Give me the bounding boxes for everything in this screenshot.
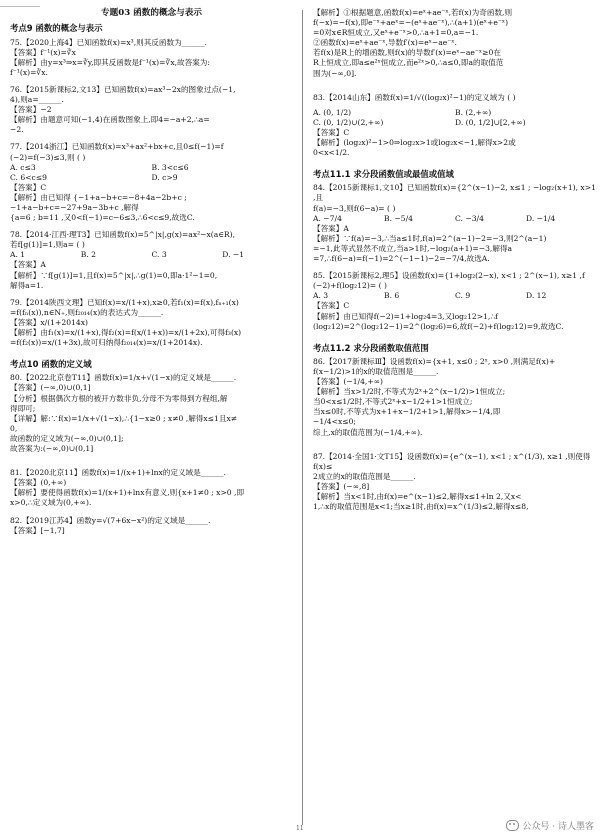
solution-line: 【解析】①根据题意,函数f(x)=eˣ+ae⁻ˣ,若f(x)为奇函数,则 [313,8,513,17]
problem-82 [10,516,293,536]
problem-76 [10,85,293,135]
solution-line: =−1,此等式显然不成立,当a>1时,−log₂(a+1)=−3,解得a [313,243,513,253]
problem-text: 76.【2015新课标2,文13】已知函数f(x)=ax³−2x的图象过点(−1, [10,84,236,94]
option-d: D. −1/4 [526,213,556,223]
solution-line: 【解析】要使得函数f(x)=1/(x+1)+lnx有意义,则{x+1≠0 ; x>0 ,即 [10,488,245,498]
problem-text: (−2)=f(−3)≤3,则 ( ) [10,152,86,162]
problem-text: 84.【2015新课标1,文10】已知函数f(x)={2^(x−1)−2, x≤1 ; −log₂(x+1), x>1 ,且 [313,183,596,203]
solution-line: 【解析】由y=x³⇒x=∛y,即其反函数是f⁻¹(x)=∛x,故答案为: [10,57,210,67]
problem-text: 4),则a=______. [10,95,64,105]
problem-text: 75.【2020上海4】已知函数f(x)=x³,则其反函数为______. [10,37,207,47]
answer-line: 【答案】A [10,260,46,270]
solution-line: =7,∴f(6−a)=f(−1)=2^(−1−1)−2=−7/4,故选A. [313,254,490,264]
problem-83 [313,93,597,159]
solution-line: −2. [10,125,24,135]
section-heading-11-1: 考点11.1 求分段函数值或最值或值域 [313,169,454,180]
solution-line: 【解析】当x<1时,由f(x)=e^(x−1)≤2,解得x≤1+ln 2,又x< [313,492,522,501]
answer-line: 【答案】(−1/4,+∞) [313,377,383,387]
solution-line: 故函数的定义域为(−∞,0)∪(0,1]; [10,433,124,443]
page-number: 11 [296,825,304,832]
section-heading-9: 考点9 函数的概念与表示 [10,23,103,34]
answer-line: 【答案】A [313,223,349,233]
answer-line: 【答案】x/(1+2014x) [10,317,88,327]
problem-80 [10,373,293,454]
solution-line: 0<x<1/2. [313,148,350,158]
problem-84 [313,183,597,264]
option-a: A. c≤3 [10,162,36,172]
watermark [503,818,597,833]
answer-line: 【答案】C [313,301,350,311]
option-b: B. 3<c≤6 [151,162,189,172]
option-a: A. −7/4 [313,213,342,223]
option-b: B. −5/4 [384,213,413,223]
problem-text: 85.【2015新课标2,理5】设函数f(x)={1+log₂(2−x), x<1 ; 2^(x−1), x≥1 ,f [313,271,585,281]
problem-text: 86.【2017新课标Ⅲ】设函数f(x)={x+1, x≤0 ; 2ˣ, x>0 ,则满足f(x)+ [313,356,556,366]
solution-line: {a=6 ; b=11 ,又0<f(−1)=c−6≤3,∴6<c≤9,故选C. [10,213,195,223]
section-heading-10: 考点10 函数的定义域 [10,359,92,370]
section-heading-11-2: 考点11.2 求分段函数取值范围 [313,342,429,353]
problem-87 [313,452,597,513]
options [313,108,597,128]
solution-line: 当0<x≤1/2时,不等式2ˣ+x−1/2+1>1恒成立; [313,397,473,407]
solution-line: 【解析】(log₂x)²−1>0⇒log₂x>1或log₂x<−1,解得x>2或 [313,138,516,148]
solution-line: R上恒成立,即a≤e²ˣ恒成立,而e²ˣ>0,∴a≤0,即a的取值范 [313,58,504,68]
solution-line: 若f(x)是R上的增函数,则f(x)的导数f′(x)=eˣ−ae⁻ˣ≥0在 [313,48,501,58]
top-rule [0,0,40,7]
analysis-line: 得即可; [10,403,36,413]
options [10,250,293,260]
problem-85 [313,271,597,332]
problem-82-continued [313,8,597,79]
problem-text: =f(fₙ(x)),n∈N₊,则f₂₀₁₄(x)的表达式为______. [10,307,164,317]
option-d: D. 12 [526,291,547,301]
problem-text: 79.【2014陕西文理】已知f(x)=x/(1+x),x≥0,若f₁(x)=f(x),fₙ₊₁(x) [10,297,239,307]
solution-line: x>0,∴定义域为(0,+∞). [10,498,92,508]
option-a: A. 3 [313,291,329,301]
page-title: 专题03 函数的概念与表示 [101,8,202,18]
solution-line: 0, [10,423,18,433]
solution-line: 【解析】当x>1/2时,不等式为2ˣ+2^(x−1/2)>1恒成立; [313,387,506,397]
solution-line: 当x≤0时,不等式为x+1+x−1/2+1>1,解得x>−1/4,即 [313,407,501,417]
answer-line: 【答案】C [313,127,350,137]
options [313,291,597,301]
analysis-line: 【分析】根据偶次方根的被开方数非负,分母不为零得到方程组,解 [10,393,228,403]
solution-line: 综上,x的取值范围为(−1/4,+∞). [313,427,423,437]
problem-86 [313,357,597,438]
option-c: C. −3/4 [455,213,484,223]
option-d: D. (0, 1/2]∪[2,+∞) [455,117,526,127]
solution-line: 【解析】由题意可知(−1,4)在函数图象上,即4=−a+2,∴a= [10,115,210,125]
watermark-text: 公众号 · 诗人墨客 [522,822,594,832]
solution-line: f⁻¹(x)=∛x. [10,67,48,77]
problem-text: (−2)+f(log₂12)= ( ) [313,281,387,291]
answer-line: 【答案】[−1,7] [10,525,65,535]
answer-line: 【答案】−2 [10,105,52,115]
wechat-icon [506,820,519,831]
left-column [10,8,293,538]
solution-line: 【详解】解:∵f(x)=1/x+√(1−x),∴{1−x≥0 ; x≠0 ,解得x≤1且x≠ [10,413,238,423]
option-d: D. −1 [222,250,245,260]
solution-line: 【解析】∵f[g(1)]=1,且f(x)=5^|x|,∴g(1)=0,即a·1²−1=0, [10,270,218,280]
problem-text: 83.【2014山东】函数f(x)=1/√((log₂x)²−1)的定义域为 ( ) [313,92,516,102]
options [10,163,293,183]
problem-text: 80.【2022北京卷T11】函数f(x)=1/x+√(1−x)的定义域是______. [10,373,237,383]
problem-text: 2成立的x的取值范围是______. [313,471,416,481]
problem-77 [10,142,293,223]
answer-line: 【答案】(−∞,0)∪(0,1] [10,383,91,393]
option-b: B. 2 [80,250,96,260]
problem-79 [10,298,293,348]
problem-75 [10,38,293,78]
solution-line: ②函数f(x)=eˣ+ae⁻ˣ,导数f′(x)=eˣ−ae⁻ˣ. [313,38,457,48]
option-c: C. 3 [151,250,167,260]
answer-line: 【答案】C [10,182,47,192]
problem-78 [10,230,293,291]
option-c: C. (0, 1/2)∪(2,+∞) [313,117,384,127]
solution-line: −1/4<x≤0; [313,417,356,427]
option-c: C. 6<c≤9 [10,172,48,182]
problem-text: 若f[g(1)]=1,则a= ( ) [10,240,85,250]
option-d: D. c>9 [151,172,178,182]
answer-line: 【答案】(−∞,8] [313,481,370,491]
right-column [313,8,597,514]
problem-81 [10,468,293,508]
option-b: B. 6 [384,291,400,301]
option-a: A. 1 [10,250,26,260]
solution-line: (log₂12)=2^(log₂12−1)=2^(log₂6)=6,故f(−2)+f(log₂12)=9,故选C. [313,321,564,331]
option-b: B. (2,+∞) [455,107,492,117]
problem-text: 82.【2019江苏4】函数y=√(7+6x−x²)的定义域是______. [10,515,211,525]
solution-line: 解得a=1. [10,280,44,290]
option-c: C. 9 [455,291,471,301]
options [313,214,597,224]
solution-line: 围为(−∞,0]. [313,68,357,78]
problem-text: 77.【2014浙江】已知函数f(x)=x³+ax²+bx+c,且0≤f(−1)=f [10,142,224,152]
solution-line: =f(f₂(x))=x/(1+3x),故可归纳得f₂₀₁₄(x)=x/(1+2014x). [10,338,203,348]
column-divider [302,10,303,825]
solution-line: 【解析】由已知得f(−2)=1+log₂4=3,又log₂12>1,∴f [313,311,498,321]
solution-line: 【解析】由f₁(x)=x/(1+x),得f₂(x)=f(x/(1+x))=x/(1+2x),可得f₃(x) [10,328,242,338]
problem-text: 78.【2014·江西·理T3】已知函数f(x)=5^|x|,g(x)=ax²−x(a∈R), [10,230,235,240]
option-a: A. (0, 1/2) [313,107,352,117]
problem-text: f(a)=−3,则f(6−a)= ( ) [313,203,396,213]
problem-text: 81.【2020北京11】函数f(x)=1/(x+1)+lnx的定义域是______. [10,468,226,478]
solution-line: 1,∴x的取值范围是x<1;当x≥1时,由f(x)=x^(1/3)≤2,解得x≤8, [313,502,529,512]
solution-line: 【解析】由已知得 {−1+a−b+c=−8+4a−2b+c ; −1+a−b+c=−27+9a−3b+c ,解得 [10,192,187,212]
solution-line: 故答案为:(−∞,0)∪(0,1] [10,444,94,454]
problem-text: f(x−1/2)>1的x的取值范围是______. [313,366,439,376]
answer-line: 【答案】(0,+∞) [10,478,67,488]
solution-line: f(−x)=−f(x),即e⁻ˣ+aeˣ=−(eˣ+ae⁻ˣ),∴(a+1)(eˣ+e⁻ˣ) [313,18,509,28]
problem-text: 87.【2014·全国1·文T15】设函数f(x)={e^(x−1), x<1 ; x^(1/3), x≥1 ,则使得f(x)≤ [313,451,591,471]
solution-line: =0对x∈R恒成立,又eˣ+e⁻ˣ>0,∴a+1=0,a=−1. [313,28,479,38]
solution-line: 【解析】∵f(a)=−3,∴当a≤1时,f(a)=2^(a−1)−2=−3,则2^(a−1) [313,233,547,243]
answer-line: 【答案】f⁻¹(x)=∛x [10,47,76,57]
